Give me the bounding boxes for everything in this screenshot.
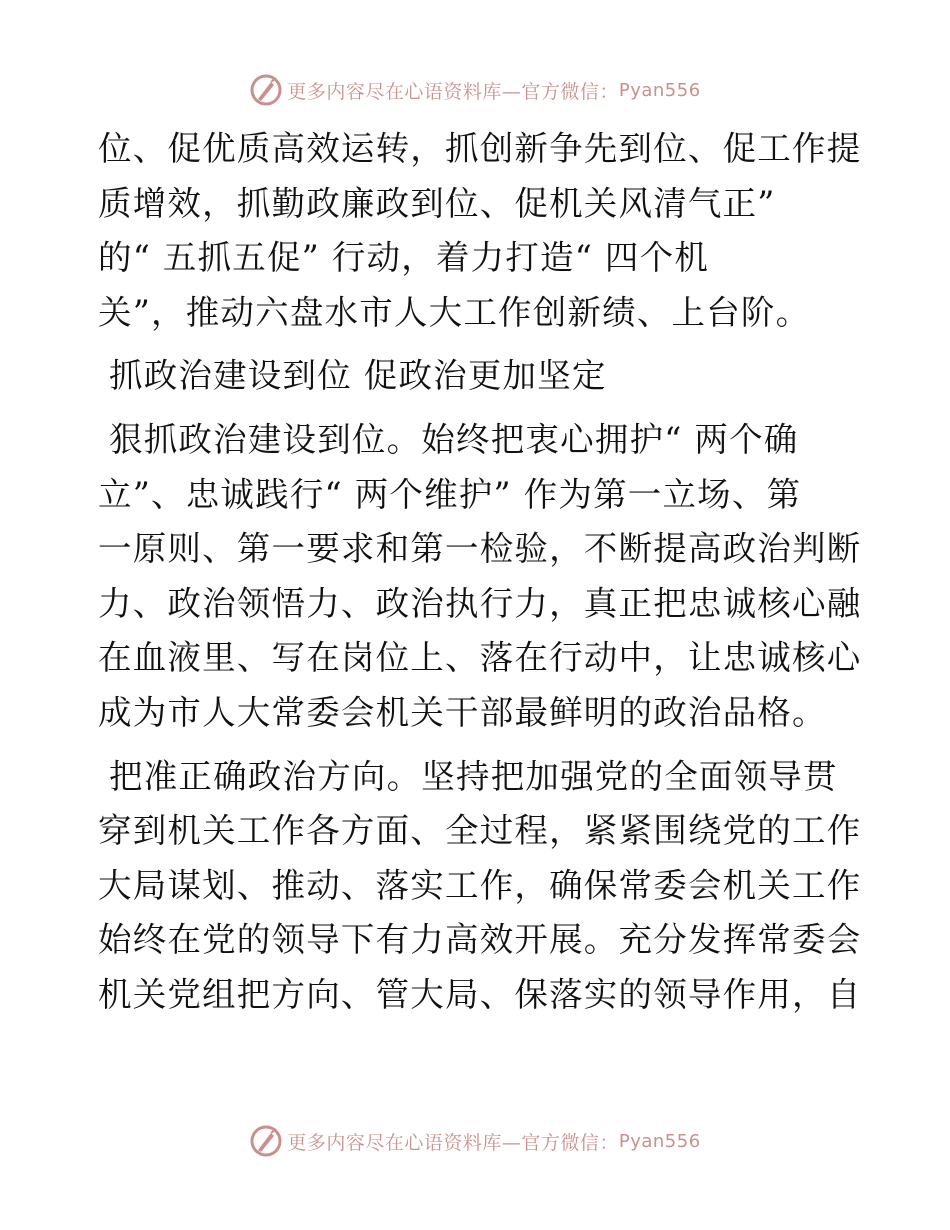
text-line: 把准正确政治方向。坚持把加强党的全面领导贯 xyxy=(109,756,838,796)
text-line: 力、政治领悟力、政治执行力，真正把忠诚核心融 xyxy=(98,583,862,623)
watermark-text: 更多内容尽在心语资料库—官方微信： xyxy=(287,80,619,103)
text-line: 的“ 五抓五促” 行动，着力打造“ 四个机 xyxy=(98,238,710,278)
document-body xyxy=(98,122,862,1023)
text-line: 始终在党的领导下有力高效开展。充分发挥常委会 xyxy=(98,920,862,960)
text-line: 位、促优质高效运转，抓创新争先到位、促工作提 xyxy=(98,129,862,168)
paragraph-political-building xyxy=(98,413,862,741)
text-line: 关”，推动六盘水市人大工作创新绩、上台阶。 xyxy=(98,292,811,332)
watermark-text: 更多内容尽在心语资料库—官方微信： xyxy=(287,1131,619,1154)
heading-line: 抓政治建设到位 促政治更加坚定 xyxy=(109,356,607,396)
text-line: 成为市人大常委会机关干部最鲜明的政治品格。 xyxy=(98,692,827,732)
watermark-footer xyxy=(0,1121,950,1161)
text-line: 大局谋划、推动、落实工作，确保常委会机关工作 xyxy=(98,865,862,905)
text-line: 穿到机关工作各方面、全过程，紧紧围绕党的工作 xyxy=(98,811,862,851)
text-line: 立”、忠诚践行“ 两个维护” 作为第一立场、第 xyxy=(98,474,802,514)
text-line: 狠抓政治建设到位。始终把衷心拥护“ 两个确 xyxy=(109,419,799,459)
watermark-account: Pyan556 xyxy=(618,79,701,101)
quill-logo-icon xyxy=(249,1124,283,1158)
text-line: 机关党组把方向、管大局、保落实的领导作用，自 xyxy=(98,974,862,1014)
text-line: 一原则、第一要求和第一检验，不断提高政治判断 xyxy=(98,529,862,569)
watermark-header xyxy=(0,70,950,110)
paragraph-intro xyxy=(98,122,862,340)
text-line: 质增效，抓勤政廉政到位、促机关风清气正” xyxy=(98,183,776,223)
paragraph-political-direction xyxy=(98,750,862,1023)
watermark-account: Pyan556 xyxy=(618,1130,701,1152)
section-heading xyxy=(98,349,858,404)
quill-logo-icon xyxy=(249,73,283,107)
text-line: 在血液里、写在岗位上、落在行动中，让忠诚核心 xyxy=(98,638,862,678)
